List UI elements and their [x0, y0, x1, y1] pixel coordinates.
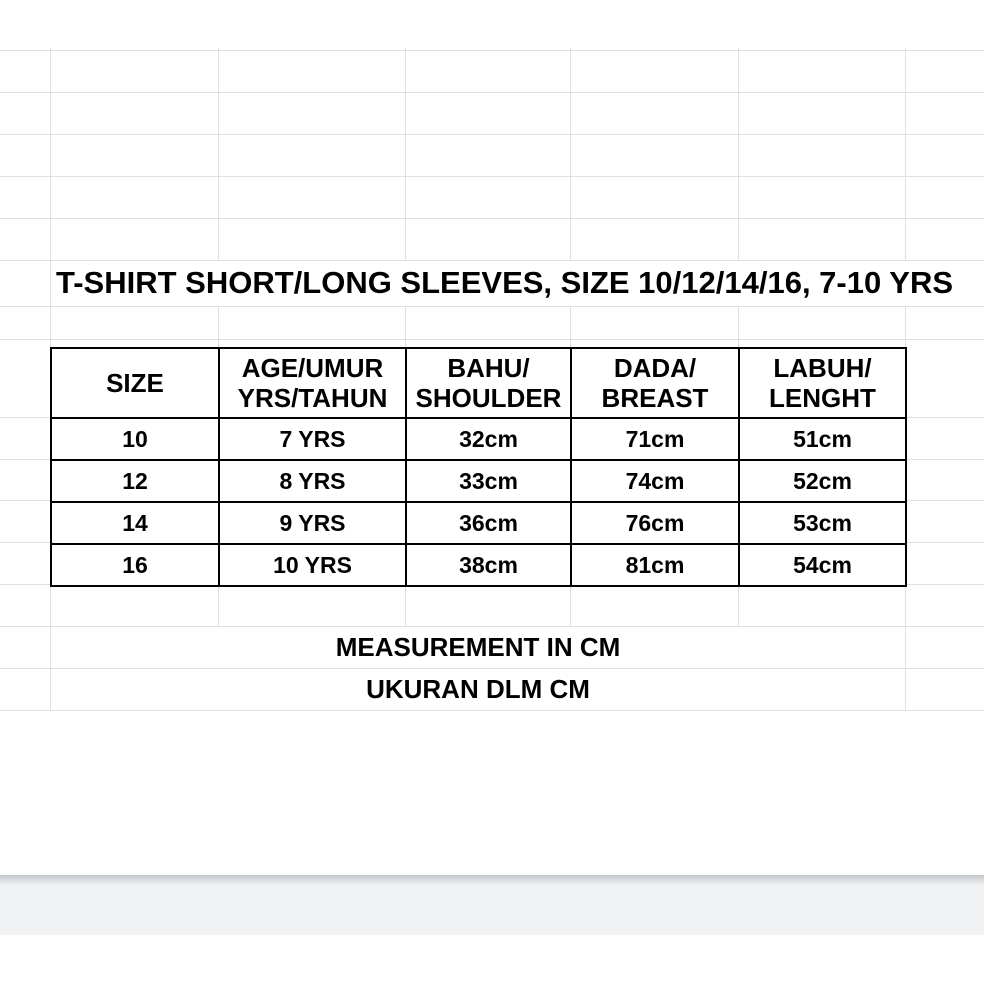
- table-row: [51, 502, 906, 544]
- cell-age: 8 YRS: [219, 460, 406, 502]
- column-header-length: [739, 348, 906, 418]
- cell-age: 7 YRS: [219, 418, 406, 460]
- gridline-v: [405, 48, 406, 260]
- header-line: SHOULDER: [415, 383, 562, 413]
- cell-breast: 71cm: [571, 418, 739, 460]
- gridline-v: [570, 584, 571, 626]
- table-header-row: [51, 348, 906, 418]
- cell-age: 9 YRS: [219, 502, 406, 544]
- cell-breast: 81cm: [571, 544, 739, 586]
- column-header-shoulder: [406, 348, 571, 418]
- gridline-v: [570, 306, 571, 348]
- gridline-h: [0, 218, 984, 219]
- gridline-v: [905, 48, 906, 260]
- size-chart-table: [50, 347, 907, 587]
- gridline-h: [0, 710, 984, 711]
- header-line: AGE/UMUR: [241, 353, 384, 383]
- gridline-v: [218, 306, 219, 348]
- cell-length: 51cm: [739, 418, 906, 460]
- gridline-v: [905, 306, 906, 348]
- note-measurement: MEASUREMENT IN CM: [335, 631, 621, 662]
- cell-size: 14: [51, 502, 219, 544]
- table-row: [51, 418, 906, 460]
- cell-length: 54cm: [739, 544, 906, 586]
- page-title: T-SHIRT SHORT/LONG SLEEVES, SIZE 10/12/14/16, 7-10 YRS: [56, 265, 954, 300]
- gridline-v: [738, 584, 739, 626]
- cell-shoulder: 38cm: [406, 544, 571, 586]
- cell-size: 10: [51, 418, 219, 460]
- gridline-h: [0, 306, 984, 307]
- header-line: LENGHT: [769, 383, 876, 413]
- cell-breast: 74cm: [571, 460, 739, 502]
- gridline-h: [0, 92, 984, 93]
- header-line: LABUH/: [773, 353, 872, 383]
- gridline-v: [405, 584, 406, 626]
- cell-size: 16: [51, 544, 219, 586]
- header-line: SIZE: [106, 368, 164, 398]
- gridline-h: [0, 134, 984, 135]
- header-line: YRS/TAHUN: [237, 383, 388, 413]
- gridline-v: [218, 584, 219, 626]
- header-line: DADA/: [613, 353, 697, 383]
- gridline-v: [570, 48, 571, 260]
- cell-breast: 76cm: [571, 502, 739, 544]
- table-row: [51, 460, 906, 502]
- cell-length: 53cm: [739, 502, 906, 544]
- footer-band: [0, 875, 984, 935]
- gridline-v: [738, 48, 739, 260]
- note-ukuran: UKURAN DLM CM: [366, 673, 590, 704]
- gridline-h: [0, 176, 984, 177]
- cell-age: 10 YRS: [219, 544, 406, 586]
- cell-size: 12: [51, 460, 219, 502]
- cell-shoulder: 33cm: [406, 460, 571, 502]
- cell-length: 52cm: [739, 460, 906, 502]
- gridline-h: [0, 339, 984, 340]
- column-header-size: [51, 348, 219, 418]
- column-header-breast: [571, 348, 739, 418]
- cell-shoulder: 36cm: [406, 502, 571, 544]
- gridline-v: [738, 306, 739, 348]
- gridline-v: [218, 48, 219, 260]
- gridline-h: [0, 50, 984, 51]
- column-header-age: [219, 348, 406, 418]
- table-row: [51, 544, 906, 586]
- cell-shoulder: 32cm: [406, 418, 571, 460]
- gridline-v: [405, 306, 406, 348]
- header-line: BREAST: [601, 383, 709, 413]
- header-line: BAHU/: [447, 353, 530, 383]
